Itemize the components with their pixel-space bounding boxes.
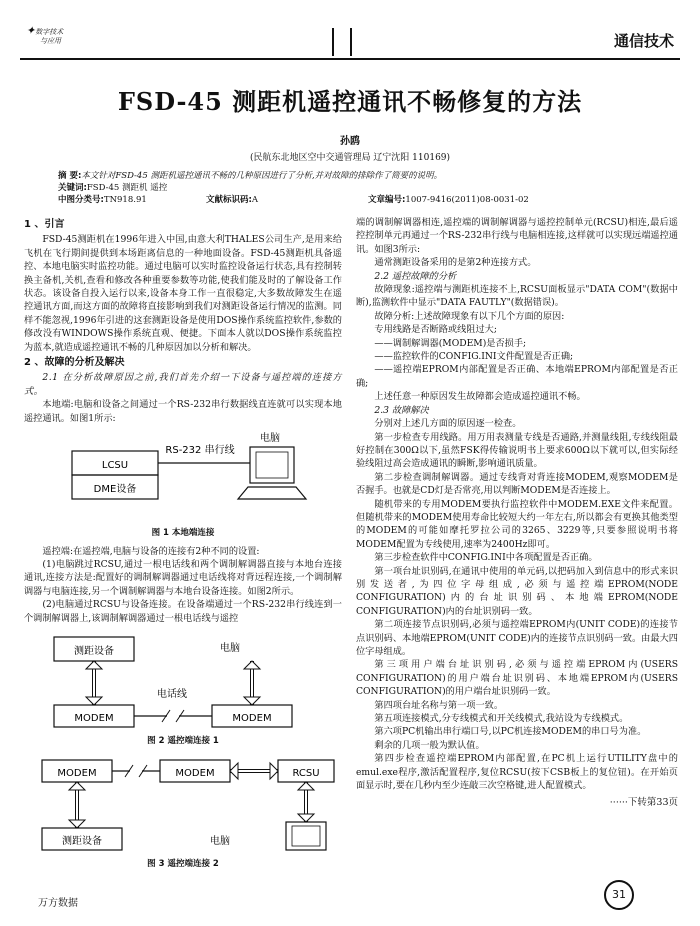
heading-introduction: 1 、引言	[24, 219, 65, 230]
fig3-description-paragraph: 端的调制解调器相连,遥控端的调制解调器与遥控控制单元(RCSU)相连,最后遥控控制单元再通过一个RS-232串行线与电脑相连接,这样就可以实现远端遥控通讯。如图3所示:	[356, 217, 678, 255]
keywords-label: 关键词:	[58, 183, 87, 193]
left-column	[24, 216, 342, 876]
figure-2	[24, 629, 342, 748]
config-item-1-paragraph: 第一项台址识别码,在通讯中使用的单元码,以把码加入到信息中的形式来识别发送者,为四位字母组成,必须与遥控端EPROM(NODE CONFIGURATION)内的台址识别码、本地端EPROM(NODE CONFIGURATION)内的台址识别码一致。	[356, 565, 678, 617]
cause-config-item: ——监控软件的CONFIG.INI文件配置是否正确;	[374, 351, 574, 363]
clc-label: 中图分类号:	[58, 195, 104, 205]
fig3-dme-label: 测距设备	[62, 836, 102, 848]
abstract	[58, 170, 658, 182]
section-2-1-paragraph: 2.1 在分析故障原因之前,我们首先介绍一下设备与遥控端的连接方式。	[24, 372, 342, 397]
computer-icon	[238, 447, 306, 499]
heading-analysis: 2 、故障的分析及解决	[24, 357, 125, 369]
figure-3-caption: 图 3 遥控端连接 2	[147, 859, 219, 870]
article-author: 孙鸥	[340, 136, 360, 147]
keywords-text: FSD-45 测距机 遥控	[86, 183, 168, 193]
modem-config-paragraph: 随机带来的专用MODEM要执行监控软件中MODEM.EXE文件来配置。但随机带来的MODEM使用寿命比较短大约一年左右,所以都会有更换其他类型的MODEM的可能如摩托罗拉公司的3265、3229等,只要参照说明书将MODEM配置为专线使用,速率为2400Hz即可。	[356, 498, 678, 550]
config-item-4-paragraph: 第四项台址名称与第一项一致。	[374, 699, 504, 711]
source-watermark: 万方数据	[38, 898, 78, 909]
intro-paragraph: FSD-45测距机在1996年进入中国,由意大利THALES公司生产,是用来给飞机在飞行期间提供到本场距离信息的一种地面设备。FSD-45测距机具备遥控、本地电脑实时监控功能。通过电脑可以实时监控设备运行状态,具有控制转换主备机,关机,查看和修改各种重要参数等功能,使我们能及时的了解设备工作状态。该设备自投入运行以来,设备本身工作一直很稳定,大多数故障发生在遥控通讯方面,而这方面的故障将直接影响到我们对测距设备运行情况的监测。同样不能忽视,1996年引进的这套测距设备是使用DOS操作系统监控软件,参数的修改没有WINDOWS操作系统直观、便捷。下面本人就以DOS操作系统监控为蓝本,就造成遥控通讯不畅的几种原因加以分析和解决。	[24, 234, 342, 353]
header-bars-ornament	[324, 28, 364, 56]
article-title: FSD-45 测距机遥控通讯不畅修复的方法	[117, 87, 583, 116]
abstract-text: 本文针对FSD-45 测距机遥控通讯不畅的几种原因进行了分析,并对故障的排除作了简要的说明。	[81, 171, 443, 181]
figure-1	[24, 429, 342, 540]
remote-option-2-paragraph: (2)电脑通过RCSU与设备连接。在设备端通过一个RS-232串行线连到一个调制解调器上,该调制解调器通过一根电话线与遥控	[24, 599, 342, 624]
header-rule	[20, 58, 680, 60]
fig2-dme-label: 测距设备	[74, 645, 114, 657]
fig2-phone-line-label: 电话线	[157, 688, 187, 700]
fig2-modem-left-label: MODEM	[74, 712, 114, 724]
arrow-icon	[244, 661, 260, 705]
section-name: 通信技术	[613, 32, 674, 50]
fig3-pc-label: 电脑	[210, 836, 230, 848]
fig1-lcsu-label: LCSU	[101, 460, 129, 472]
arrow-icon	[86, 661, 102, 705]
keywords	[58, 182, 658, 194]
continued-notice: ······下转第33页	[609, 797, 678, 809]
remote-option-1-paragraph: (1)电脑跳过RCSU,通过一根电话线和两个调制解调器直接与本地台连接通讯,连接方法是:配置好的调制解调器通过电话线将对背远程连接,一个调制解调器与电脑连接,另一个调制解调器与本地台设备连接。如图2所示。	[24, 558, 342, 597]
article-no-label: 文章编号:	[368, 195, 406, 205]
local-end-paragraph: 本地端:电脑和设备之间通过一个RS-232串行数据线直连就可以实现本地遥控通讯。如图1所示:	[24, 399, 342, 424]
page-number-seal: 31	[604, 880, 634, 910]
star-icon: ✦	[26, 24, 36, 37]
fig1-dme-label: DME设备	[93, 484, 137, 496]
step-2-paragraph: 第二步检查调制解调器。通过专线背对背连接MODEM,观察MODEM是否握手。也就是CD灯是否常亮,用以判断MODEM是否连接上。	[356, 471, 678, 497]
journal-logo	[26, 26, 96, 56]
right-column	[356, 216, 678, 810]
fig3-rcsu-label: RCSU	[292, 768, 320, 780]
heading-2-2: 2.2 遥控故障的分析	[374, 270, 457, 282]
logo-line1: 数字技术	[35, 28, 64, 36]
fig1-cable-label: RS-232 串行线	[165, 445, 235, 457]
doc-code-label: 文献标识码:	[206, 195, 252, 205]
arrow-icon	[69, 782, 85, 828]
step-3-paragraph: 第三步检查软件中CONFIG.INI中各项配置是否正确。	[374, 552, 598, 564]
abstract-label: 摘 要:	[58, 171, 82, 181]
remote-end-paragraph: 遥控端:在遥控端,电脑与设备的连接有2种不同的设置:	[42, 545, 260, 557]
usual-connection-paragraph: 通常测距设备采用的是第2种连接方式。	[374, 257, 537, 269]
fig3-modem-1-label: MODEM	[57, 768, 97, 780]
journal-header	[20, 24, 680, 62]
figure-3	[24, 752, 342, 871]
config-defaults-paragraph: 剩余的几项一般为默认值。	[374, 739, 485, 751]
fig2-pc-label: 电脑	[220, 642, 240, 654]
figure-2-caption: 图 2 遥控端连接 1	[147, 735, 219, 746]
arrow-icon	[298, 782, 314, 822]
step-1-paragraph: 第一步检查专用线路。用万用表测量专线是否通路,并测量线阻,专线线阻最好控制在300Ω以下,虽然FSK得传输说明书上要求600Ω以下就可以,但实际经验线阻过高会造成通讯的瞬断,影响通讯质量。	[356, 431, 678, 470]
cause-eprom-item: ——遥控端EPROM内部配置是否正确、本地端EPROM内部配置是否正确;	[356, 364, 678, 389]
article-no-value: 1007-9416(2011)08-0031-02	[405, 195, 529, 205]
fault-analysis-paragraph: 故障分析:上述故障现象有以下几个方面的原因:	[374, 310, 565, 322]
config-item-2-paragraph: 第二项连接节点识别码,必须与遥控端EPROM内(UNIT CODE)的连接节点识别码、本地端EPROM(UNIT CODE)内的连接节点识别码一致。由最大四位字母组成。	[356, 619, 678, 657]
doc-code-value: A	[251, 195, 259, 205]
arrow-icon	[230, 763, 278, 779]
config-item-3-paragraph: 第三项用户端台址识别码,必须与遥控端EPROM内(USERS CONFIGURATION)的用户端台址识别码、本地端EPROM内(USERS CONFIGURATION)的用户端台址识别码一致。	[356, 659, 678, 698]
cause-modem-item: ——调制解调器(MODEM)是否损手;	[374, 337, 527, 349]
fig3-modem-2-label: MODEM	[175, 768, 215, 780]
cause-line-item: 专用线路是否断路或线阻过大;	[374, 324, 497, 336]
cause-summary-paragraph: 上述任意一种原因发生故障都会造成遥控通讯不畅。	[374, 391, 586, 403]
config-item-6-paragraph: 第六项PC机输出串行端口号,以PC机连接MODEM的串口号为准。	[374, 726, 647, 738]
config-item-5-paragraph: 第五项连接模式,分专线模式和开关线模式,我站设为专线模式。	[374, 713, 629, 725]
figure-1-caption: 图 1 本地端连接	[151, 528, 215, 539]
computer-icon	[286, 822, 326, 850]
fault-symptom-paragraph: 故障现象:遥控端与测距机连接不上,RCSU面板显示"DATA COM"(数据中断),监测软件中显示"DATA FAUTLY"(数据错误)。	[356, 284, 678, 309]
heading-2-3: 2.3 故障解决	[374, 404, 429, 416]
fig1-pc-label: 电脑	[260, 433, 280, 445]
article-affiliation: (民航东北地区空中交通管理局 辽宁沈阳 110169)	[249, 153, 451, 163]
step-4-paragraph: 第四步检查遥控端EPROM内部配置,在PC机上运行UTILITY盘中的emul.exe程序,激活配置程序,复位RCSU(按下CSB板上的复位钮)。在开始页面显示时,要在几秒内至少连敲三次空格键,进人配置模式。	[356, 753, 678, 792]
logo-line2: 与应用	[40, 37, 61, 45]
fig2-modem-right-label: MODEM	[232, 712, 272, 724]
solution-intro-paragraph: 分别对上述几方面的原因逐一检查。	[374, 418, 522, 430]
clc-value: TN918.91	[103, 195, 147, 205]
